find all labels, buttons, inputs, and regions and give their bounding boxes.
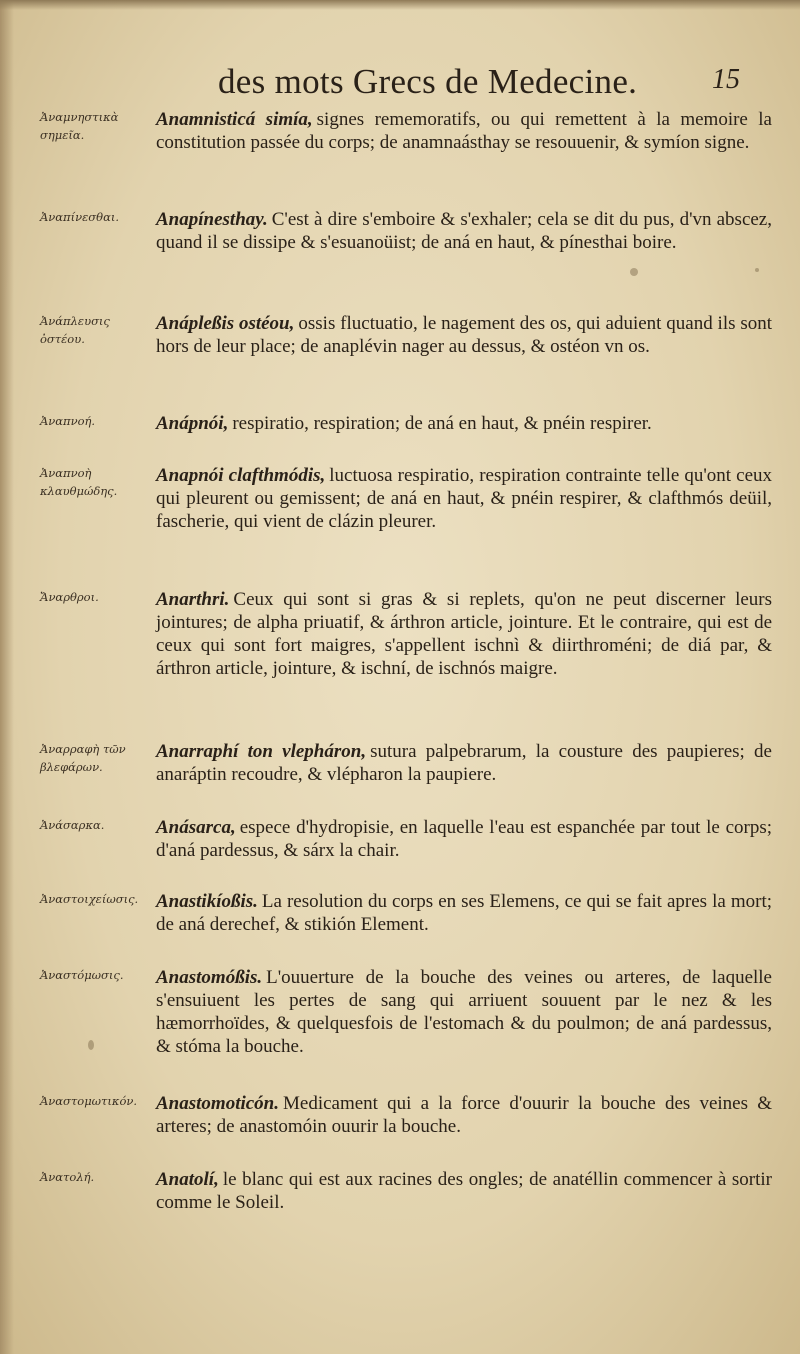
entry-lemma: Anamnisticá simía, xyxy=(156,109,313,130)
entry-definition: Medicament qui a la force d'ouurir la bouche des veines & arteres; de anastomóin ouurir la bouche. xyxy=(156,1093,772,1137)
entry-text xyxy=(156,816,772,862)
ink-spot xyxy=(88,1040,94,1050)
entry-lemma: Anatolí, xyxy=(156,1169,219,1190)
greek-headword: Ἀναμνηστικὰ σημεῖα. xyxy=(40,110,119,142)
greek-headword: Ἀναστοιχείωσις. xyxy=(40,892,139,906)
entry-lemma: Anásarca, xyxy=(156,817,236,838)
entry-text xyxy=(156,966,772,1058)
page-top-shadow xyxy=(0,0,800,10)
greek-headword: Ἀνάπλευσις ὀστέου. xyxy=(40,314,110,346)
page-number: 15 xyxy=(712,64,740,95)
entry-lemma: Anastikíoßis. xyxy=(156,891,258,912)
entry-definition: Ceux qui sont si gras & si replets, qu'on ne peut discerner leurs jointures; de alpha priuatif, & árthron article, jointure. Et le contraire, qui est de ceux qui sont fort maigres, s'appellent ischnì & diirthroméni; de diá par, & árthron article, jointure, & ischní, de ischnós maigre. xyxy=(156,589,772,679)
entry-definition: luctuosa respiratio, respiration contrainte telle qu'ont ceux qui pleurent ou gemissent; de aná en haut, & pnéin respirer, & clafthmós deüil, fascherie, qui vient de clázin pleurer. xyxy=(156,465,772,532)
page-edge-shadow xyxy=(0,0,14,1354)
entry-lemma: Anapnói clafthmódis, xyxy=(156,465,326,486)
entry-lemma: Anastomóßis. xyxy=(156,967,263,988)
entry-definition: respiratio, respiration; de aná en haut, & pnéin respirer. xyxy=(232,413,652,434)
greek-headword: Ἄναρθροι. xyxy=(40,590,99,604)
entry-text xyxy=(156,412,772,435)
running-title: des mots Grecs de Medecine. xyxy=(218,62,638,101)
entry-lemma: Anápnói, xyxy=(156,413,229,434)
entry-lemma: Anastomoticón. xyxy=(156,1093,279,1114)
greek-headword: Ἀνάσαρκα. xyxy=(40,818,105,832)
entry-definition: ossis fluctuatio, le nagement des os, qui aduient quand ils sont hors de leur place; de anaplévin nager au dessus, & ostéon vn os. xyxy=(156,313,772,357)
entry-lemma: Anapínesthay. xyxy=(156,209,268,230)
running-header xyxy=(0,62,800,106)
entry-text xyxy=(156,1168,772,1214)
entry-definition: La resolution du corps en ses Elemens, ce qui se fait apres la mort; de aná derechef, & stikión Element. xyxy=(156,891,772,935)
greek-headword: Ἀναστομωτικόν. xyxy=(40,1094,138,1108)
greek-headword: Ἀναρραφὴ τῶν βλεφάρων. xyxy=(40,742,126,774)
entry-text xyxy=(156,108,772,154)
entry-definition: espece d'hydropisie, en laquelle l'eau est espanchée par tout le corps; d'aná pardessus, & sárx la chair. xyxy=(156,817,772,861)
greek-headword: Ἀναπίνεσθαι. xyxy=(40,210,119,224)
greek-headword: Ἀναπνοή. xyxy=(40,414,96,428)
entry-lemma: Anarraphí ton vlepháron, xyxy=(156,741,367,762)
entry-text xyxy=(156,1092,772,1138)
entry-text xyxy=(156,312,772,358)
greek-headword: Ἀναπνοὴ κλαυθμώδης. xyxy=(40,466,118,498)
entry-lemma: Anápleßis ostéou, xyxy=(156,313,295,334)
entry-text xyxy=(156,890,772,936)
greek-headword: Ἀναστόμωσις. xyxy=(40,968,124,982)
entry-text xyxy=(156,208,772,254)
entry-text xyxy=(156,740,772,786)
entry-text xyxy=(156,588,772,680)
ink-spot xyxy=(630,268,638,276)
greek-headword: Ἀνατολή. xyxy=(40,1170,95,1184)
ink-spot xyxy=(755,268,759,272)
entry-definition: sutura palpebrarum, la cousture des paupieres; de anaráptin recoudre, & vlépharon la paupiere. xyxy=(156,741,772,785)
entry-definition: le blanc qui est aux racines des ongles; de anatéllin commencer à sortir comme le Soleil. xyxy=(156,1169,772,1213)
entry-definition: signes rememoratifs, ou qui remettent à la memoire la constitution passée du corps; de anamnaásthay se resouuenir, & symíon signe. xyxy=(156,109,772,153)
entry-text xyxy=(156,464,772,533)
entry-lemma: Anarthri. xyxy=(156,589,230,610)
entry-definition: L'ouuerture de la bouche des veines ou arteres, de laquelle s'ensuiuent les pertes de sang qui arriuent souuent par le nez & les hæmorrhoïdes, & quelquesfois de l'estomach & du poulmon; de aná pardessus, & stóma la bouche. xyxy=(156,967,772,1057)
entry-definition: C'est à dire s'emboire & s'exhaler; cela se dit du pus, d'vn abscez, quand il se dissipe & s'esuanoüist; de aná en haut, & pínesthai boire. xyxy=(156,209,772,253)
